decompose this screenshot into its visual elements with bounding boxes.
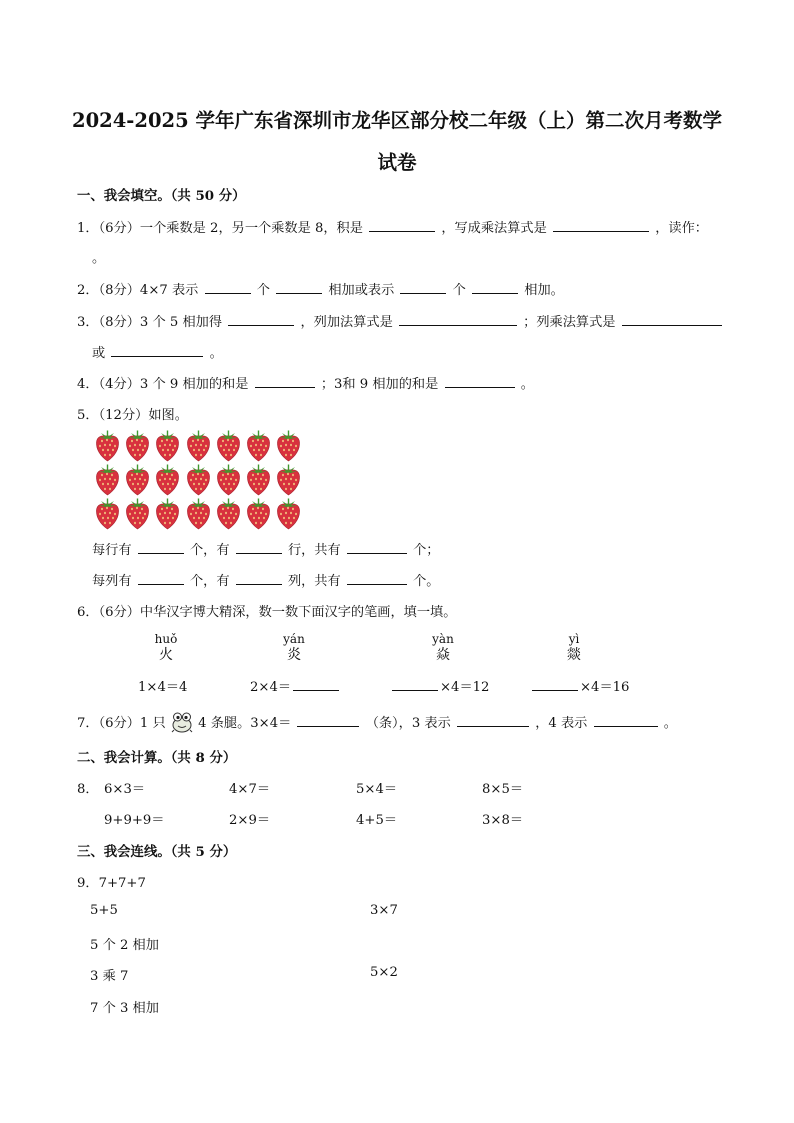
q2-text-d: 个	[452, 283, 466, 298]
strawberry-icon	[94, 463, 121, 496]
strawberry-icon	[154, 497, 181, 530]
q5-col-blank-1[interactable]	[138, 570, 184, 585]
question-1	[77, 217, 708, 236]
title-line-2: 试卷	[377, 151, 417, 174]
q8-item-6: 2×9＝	[229, 813, 271, 828]
q6-eq-3-text: ×4＝12	[440, 680, 490, 695]
q5-row-text-a: 每行有	[92, 543, 132, 558]
q8-item-3: 5×4＝	[356, 782, 398, 797]
q3-blank-multiplication-2[interactable]	[111, 342, 203, 357]
q4-blank-2[interactable]	[445, 373, 515, 388]
q5-col-blank-2[interactable]	[236, 570, 282, 585]
q8-item-4: 8×5＝	[482, 782, 524, 797]
section-3-heading: 三、我会连线。（共 5 分）	[77, 844, 237, 860]
q5-col-text-d: 个。	[413, 574, 440, 589]
section-1-heading: 一、我会填空。（共 50 分）	[77, 188, 246, 204]
question-5-row	[92, 539, 439, 558]
q9-right-2[interactable]: 5×2	[370, 965, 398, 980]
q2-text-a: 2．（8分）4×7 表示	[77, 283, 199, 298]
q9-right-1[interactable]: 3×7	[370, 903, 398, 918]
q9-left-2[interactable]: 5 个 2 相加	[90, 938, 159, 953]
q9-number: 9．7+7+7	[77, 876, 146, 891]
question-5-col	[92, 570, 439, 589]
strawberry-icon	[245, 497, 272, 530]
q6-blank-3[interactable]	[392, 676, 438, 691]
question-3	[77, 311, 724, 330]
q2-text-b: 个	[256, 283, 270, 298]
char-1-hanzi: 火	[159, 647, 173, 663]
q1-text-c: ，读作：	[655, 221, 708, 236]
q6-eq-4	[530, 676, 629, 695]
title-line-1: 2024-2025 学年广东省深圳市龙华区部分校二年级（上）第二次月考数学	[72, 109, 722, 132]
q5-col-text-a: 每列有	[92, 574, 132, 589]
char-4-hanzi: 燚	[567, 647, 581, 663]
q5-col-blank-3[interactable]	[347, 570, 407, 585]
strawberry-icon	[154, 429, 181, 462]
char-1-pinyin: huǒ	[154, 632, 178, 646]
q2-blank-1[interactable]	[205, 279, 251, 294]
strawberry-icon	[275, 497, 302, 530]
q8-item-5: 9+9+9＝	[104, 813, 165, 828]
q3-blank-multiplication-1[interactable]	[622, 311, 722, 326]
q3-text-a: 3．（8分）3 个 5 相加得	[77, 315, 223, 330]
q6-eq-4-text: ×4＝16	[580, 680, 630, 695]
q8-item-8: 3×8＝	[482, 813, 524, 828]
q7-text-e: 。	[663, 716, 677, 731]
char-2-hanzi: 炎	[287, 647, 301, 663]
q3-text-c: ；列乘法算式是	[523, 315, 616, 330]
q9-left-4[interactable]: 7 个 3 相加	[90, 1001, 159, 1016]
q6-blank-2[interactable]	[293, 676, 339, 691]
strawberry-icon	[185, 429, 212, 462]
q3-text-b: ，列加法算式是	[300, 315, 393, 330]
q5-text-a: 5．（12分）如图。	[77, 408, 188, 423]
q2-text-c: 相加或表示	[328, 283, 395, 298]
strawberry-icon	[215, 463, 242, 496]
q1-blank-equation[interactable]	[553, 217, 649, 232]
strawberry-icon	[124, 429, 151, 462]
q6-eq-1: 1×4＝4	[138, 680, 188, 695]
section-2-heading: 二、我会计算。（共 8 分）	[77, 750, 237, 766]
q1-text-d: 。	[92, 251, 106, 266]
char-3-hanzi: 焱	[436, 647, 450, 663]
q3-blank-addition[interactable]	[399, 311, 517, 326]
q5-col-text-c: 列，共有	[287, 574, 341, 589]
q8-item-1: 6×3＝	[104, 782, 146, 797]
q6-eq-3	[390, 676, 489, 695]
strawberry-icon	[124, 463, 151, 496]
q5-row-text-b: 个，有	[189, 543, 230, 558]
q4-blank-1[interactable]	[255, 373, 315, 388]
q6-eq-2-text: 2×4＝	[250, 680, 292, 695]
q7-text-d: ，4 表示	[535, 716, 588, 731]
strawberry-icon	[215, 429, 242, 462]
q1-text-a: 1．（6分）一个乘数是 2，另一个乘数是 8，积是	[77, 221, 363, 236]
q7-blank-1[interactable]	[297, 712, 359, 727]
q1-text-b: ，写成乘法算式是	[441, 221, 547, 236]
strawberry-icon	[124, 497, 151, 530]
strawberry-icon	[94, 497, 121, 530]
char-4-pinyin: yì	[568, 632, 580, 646]
strawberry-icon	[215, 497, 242, 530]
q8-item-7: 4+5＝	[356, 813, 398, 828]
strawberry-icon	[185, 497, 212, 530]
q2-blank-4[interactable]	[472, 279, 518, 294]
q6-eq-2	[250, 676, 341, 695]
q4-text-a: 4．（4分）3 个 9 相加的和是	[77, 377, 249, 392]
q5-row-blank-2[interactable]	[236, 539, 282, 554]
q5-row-blank-3[interactable]	[347, 539, 407, 554]
q2-blank-3[interactable]	[400, 279, 446, 294]
q6-blank-4[interactable]	[532, 676, 578, 691]
q5-col-text-b: 个，有	[189, 574, 230, 589]
q3-text-e: 。	[209, 346, 223, 361]
strawberry-icon	[245, 463, 272, 496]
frog-icon	[170, 711, 194, 733]
strawberry-icon	[275, 463, 302, 496]
question-2	[77, 279, 564, 298]
q8-number: 8．	[77, 782, 99, 797]
strawberry-icon	[185, 463, 212, 496]
q7-blank-3[interactable]	[594, 712, 658, 727]
strawberry-icon	[154, 463, 181, 496]
q9-left-1[interactable]: 5+5	[90, 903, 118, 918]
question-7	[77, 711, 677, 733]
q5-row-blank-1[interactable]	[138, 539, 184, 554]
q5-row-text-d: 个；	[413, 543, 440, 558]
question-4	[77, 373, 534, 392]
strawberry-icon	[245, 429, 272, 462]
q8-item-2: 4×7＝	[229, 782, 271, 797]
q7-blank-2[interactable]	[457, 712, 529, 727]
q6-text-a: 6．（6分）中华汉字博大精深，数一数下面汉字的笔画，填一填。	[77, 605, 457, 620]
q2-text-e: 相加。	[524, 283, 564, 298]
q1-blank-product[interactable]	[369, 217, 435, 232]
q7-text-c: （条），3 表示	[365, 716, 451, 731]
q3-blank-sum[interactable]	[228, 311, 294, 326]
q3-text-d: 或	[92, 346, 106, 361]
q9-left-3[interactable]: 3 乘 7	[90, 969, 129, 984]
question-3-line2	[92, 342, 223, 361]
q7-text-a: 7．（6分）1 只	[77, 716, 166, 731]
q4-text-b: ；3和 9 相加的和是	[320, 377, 439, 392]
strawberry-icon	[94, 429, 121, 462]
q2-blank-2[interactable]	[276, 279, 322, 294]
q4-text-c: 。	[520, 377, 534, 392]
q5-row-text-c: 行，共有	[287, 543, 341, 558]
strawberry-icon	[275, 429, 302, 462]
char-3-pinyin: yàn	[432, 632, 454, 646]
char-2-pinyin: yán	[283, 632, 305, 646]
q7-text-b: 4 条腿。3×4＝	[198, 716, 292, 731]
